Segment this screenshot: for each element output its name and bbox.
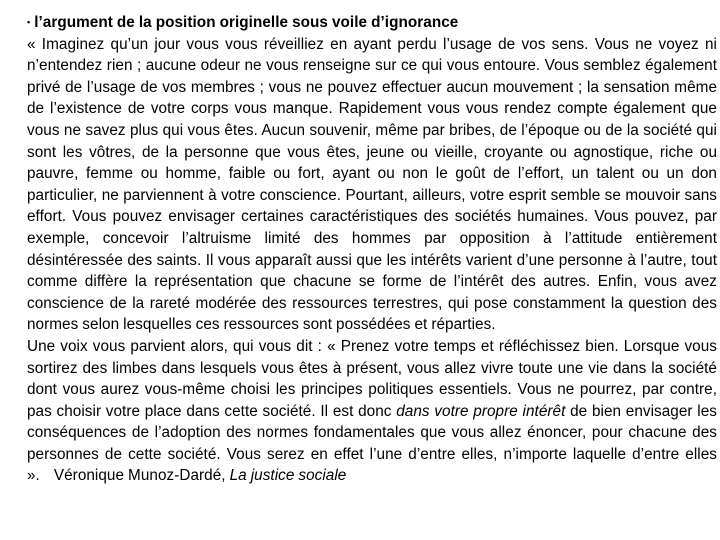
document-page [27,12,717,487]
bullet-icon: • [27,17,31,27]
citation-author: Véronique Munoz-Dardé, [53,467,226,485]
quote-paragraph-1: « Imaginez qu’un jour vous vous réveilliez en ayant perdu l’usage de vos sens. Vous ne voyez ni n’entendez rien ; aucune odeur ne vous renseigne sur ce qui vous entoure. Vous semblez également privé de l’usage de vos membres ; vous ne pouvez effectuer aucun mouvement ; la sensation même de l’existence de votre corps vous manque. Rapidement vous vous rendez compte également que vous ne savez plus qui vous êtes. Aucun souvenir, même par bribes, de l’époque ou de la société qui sont les vôtres, de la personne que vous êtes, jeune ou vieille, croyante ou agnostique, riche ou pauvre, femme ou homme, faible ou fort, ayant ou non le goût de l’effort, un talent ou un don particulier, ne parviennent à votre conscience. Pourtant, ailleurs, votre esprit semble se mouvoir sans effort. Vous pouvez envisager certaines caractéristiques des sociétés humaines. Vous pouvez, par exemple, concevoir l’altruisme limité des hommes par opposition à l’attitude entièrement désintéressée des saints. Il vous apparaît aussi que les intérêts varient d’une personne à l’autre, tout comme diffère la représentation que chacune se forme de l’intérêt des autres. Enfin, vous avez conscience de la rareté modérée des ressources terrestres, qui pose constamment la question des normes selon lesquelles ces ressources sont possédées et réparties. [27,35,717,334]
citation-book-title: La justice sociale [229,467,347,485]
emphasis-text: dans votre propre intérêt [396,402,566,420]
quote-paragraph-2 [27,336,717,487]
paragraph-2-text-start: Une voix vous parvient alors, qui vous dit : « Prenez votre temps et réfléchissez bien. Lorsque vous sortirez des limbes dans lesquels vous êtes à présent, vous allez vivre toute une vie dans la société dont vous aurez vous-même choisi les principes politiques essentiels. Vous ne pourrez, par contre, pas choisir votre place dans cette société. Il est donc [27,337,717,420]
paragraph-2-text-end: de bien envisager les conséquences de l’adoption des normes fondamentales que vous allez énoncer, pour chacune des personnes de cette société. Vous serez en effet l’une d’entre elles, n’importe laquelle d’entre elles ». [27,402,717,485]
heading-title: l’argument de la position originelle sous voile d’ignorance [34,14,459,31]
section-heading [27,12,717,34]
